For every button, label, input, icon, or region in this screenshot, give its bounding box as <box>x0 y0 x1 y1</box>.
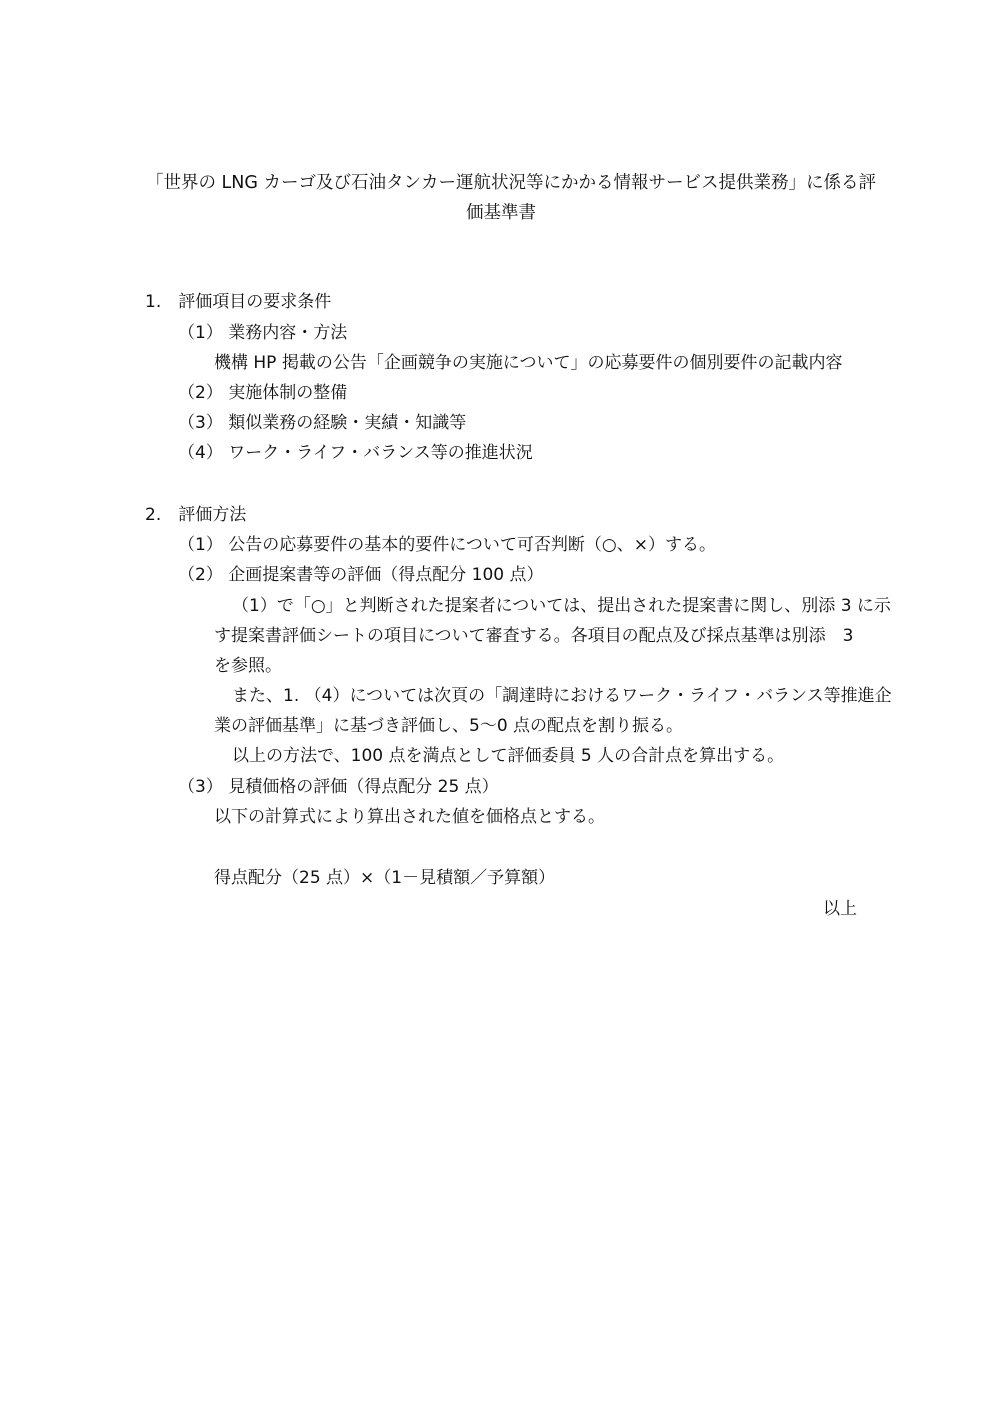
section-2-heading: 2. 評価方法 <box>145 505 247 525</box>
section-1-item-1-detail: 機構 HP 掲載の公告「企画競争の実施について」の応募要件の個別要件の記載内容 <box>214 353 843 373</box>
section-2-para-1-line-2: す提案書評価シートの項目について審査する。各項目の配点及び採点基準は別添 3 <box>214 626 854 646</box>
section-2-item-2: （2） 企画提案書等の評価（得点配分 100 点） <box>178 565 544 585</box>
section-2-para-1-line-1: （1）で「○」と判断された提案者については、提出された提案書に関し、別添 3 に示 <box>232 596 891 616</box>
price-score-formula: 得点配分（25 点）×（1－見積額／予算額） <box>214 868 556 888</box>
section-2-item-3: （3） 見積価格の評価（得点配分 25 点） <box>178 777 499 797</box>
section-1-item-1: （1） 業務内容・方法 <box>178 323 348 343</box>
section-1-item-4: （4） ワーク・ライフ・バランス等の推進状況 <box>178 443 533 463</box>
document-title-line-2: 価基準書 <box>466 203 536 223</box>
section-2-para-3: 以上の方法で、100 点を満点として評価委員 5 人の合計点を算出する。 <box>232 746 785 766</box>
section-2-item-1: （1） 公告の応募要件の基本的要件について可否判断（○、×）する。 <box>178 535 716 555</box>
section-1-heading: 1. 評価項目の要求条件 <box>145 292 332 312</box>
document-title-line-1: 「世界の LNG カーゴ及び石油タンカー運航状況等にかかる情報サービス提供業務」に係る評 <box>146 173 877 193</box>
section-1-item-3: （3） 類似業務の経験・実績・知識等 <box>178 413 467 433</box>
section-2-item-3-text: 以下の計算式により算出された値を価格点とする。 <box>214 807 605 827</box>
section-2-para-2-line-2: 業の評価基準」に基づき評価し、5～0 点の配点を割り振る。 <box>214 716 684 736</box>
section-2-para-2-line-1: また、1. （4）については次頁の「調達時におけるワーク・ライフ・バランス等推進企 <box>232 686 892 706</box>
section-1-item-2: （2） 実施体制の整備 <box>178 383 348 403</box>
section-2-para-1-line-3: を参照。 <box>214 656 282 676</box>
closing-text: 以上 <box>823 899 857 919</box>
